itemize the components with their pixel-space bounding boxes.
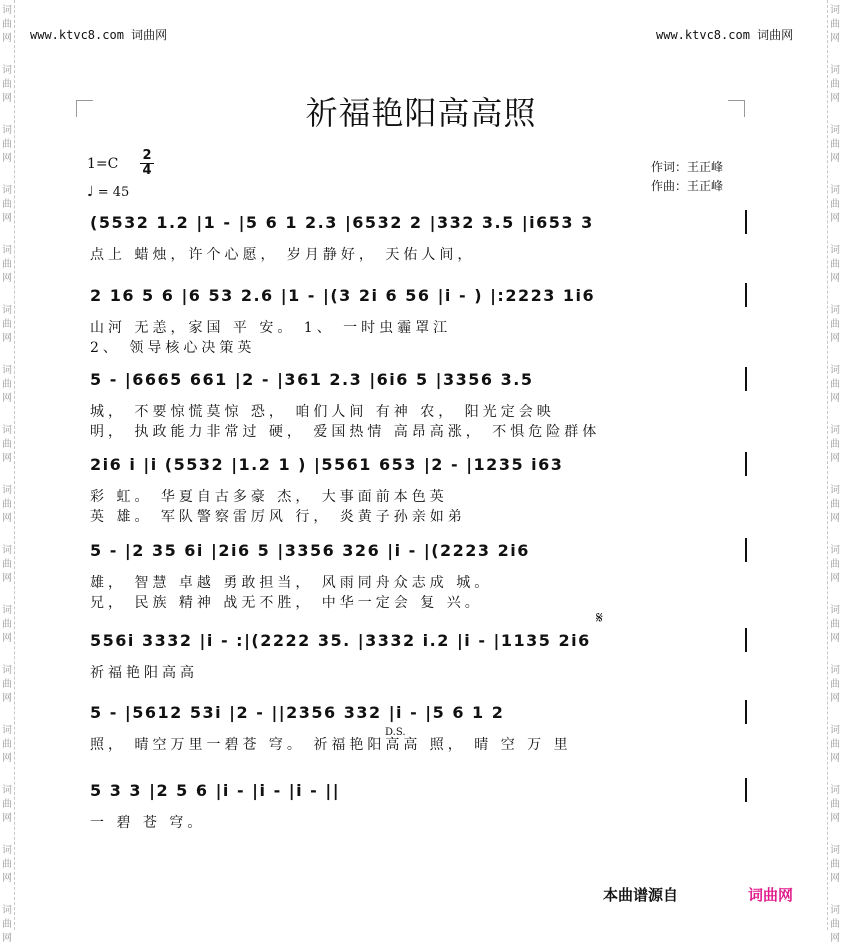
side-watermark-char: 词 — [2, 725, 12, 736]
lyric-line: 点上 蜡烛，许个心愿， 岁月静好， 天佑人间， — [90, 247, 476, 263]
side-watermark-char: 网 — [830, 873, 840, 884]
side-watermark-char: 网 — [830, 933, 840, 944]
side-watermark-char: 网 — [830, 633, 840, 644]
side-watermark-char: 曲 — [830, 199, 840, 210]
side-watermark-char: 词 — [830, 185, 840, 196]
side-watermark-char: 词 — [830, 125, 840, 136]
side-watermark-char: 曲 — [2, 19, 12, 30]
side-watermark-char: 网 — [2, 213, 12, 224]
side-watermark-char: 曲 — [2, 799, 12, 810]
side-watermark-char: 网 — [2, 933, 12, 944]
side-watermark-char: 曲 — [830, 679, 840, 690]
side-watermark-char: 曲 — [830, 919, 840, 930]
barline — [745, 452, 747, 476]
lyric-line: 彩 虹。 华夏自古多豪 杰， 大事面前本色英 — [90, 489, 448, 505]
side-watermark-char: 网 — [830, 213, 840, 224]
side-watermark-char: 网 — [2, 93, 12, 104]
side-watermark-char: 曲 — [2, 619, 12, 630]
side-watermark-char: 词 — [2, 485, 12, 496]
footer-source-label: 本曲谱源自 — [603, 886, 679, 904]
side-watermark-char: 词 — [830, 785, 840, 796]
side-watermark-char: 词 — [2, 665, 12, 676]
notation-line: 556i 3332 |i - :|(2222 35. |3332 i.2 |i - |1135 2i6 — [90, 631, 591, 650]
side-watermark-char: 曲 — [2, 199, 12, 210]
side-watermark-char: 曲 — [830, 259, 840, 270]
side-watermark-char: 词 — [830, 5, 840, 16]
side-watermark-char: 词 — [830, 665, 840, 676]
side-watermark-char: 词 — [2, 185, 12, 196]
side-watermark-char: 网 — [2, 153, 12, 164]
side-watermark-char: 词 — [830, 305, 840, 316]
side-watermark-char: 曲 — [830, 739, 840, 750]
side-watermark-char: 网 — [2, 393, 12, 404]
side-watermark-char: 网 — [2, 453, 12, 464]
side-watermark-char: 曲 — [830, 619, 840, 630]
time-signature — [140, 149, 154, 178]
tempo-value: = 45 — [97, 185, 130, 200]
side-watermark-char: 词 — [2, 845, 12, 856]
side-watermark-char: 网 — [2, 753, 12, 764]
segno-icon: 𝄋 — [596, 608, 603, 627]
time-signature-top: 2 — [142, 148, 152, 163]
side-watermark-char: 网 — [830, 453, 840, 464]
side-watermark-char: 词 — [830, 845, 840, 856]
side-watermark-char: 曲 — [830, 559, 840, 570]
lyric-line: 兄， 民族 精神 战无不胜， 中华一定会 复 兴。 — [90, 595, 483, 611]
header-url-left[interactable]: www.ktvc8.com 词曲网 — [30, 28, 168, 42]
side-watermark-char: 词 — [830, 425, 840, 436]
side-watermark-char: 词 — [2, 65, 12, 76]
side-watermark-char: 网 — [2, 693, 12, 704]
lyric-line: 一 碧 苍 穹。 — [90, 815, 206, 831]
side-watermark-char: 词 — [2, 305, 12, 316]
lyric-line: 雄， 智慧 卓越 勇敢担当， 风雨同舟众志成 城。 — [90, 575, 493, 591]
time-signature-bottom: 4 — [142, 163, 152, 178]
side-watermark-char: 网 — [830, 393, 840, 404]
notation-line: 5 - |6665 661 |2 - |361 2.3 |6i6 5 |3356 3.5 — [90, 370, 534, 389]
side-watermark-char: 网 — [2, 33, 12, 44]
notation-line: 5 3 3 |2 5 6 |i - |i - |i - || — [90, 781, 341, 800]
side-watermark-char: 词 — [2, 605, 12, 616]
side-watermark-char: 网 — [2, 873, 12, 884]
notation-line: (5532 1.2 |1 - |5 6 1 2.3 |6532 2 |332 3.5 |i653 3 — [90, 213, 594, 232]
side-watermark-char: 词 — [2, 245, 12, 256]
side-watermark-char: 曲 — [2, 439, 12, 450]
quarter-note-icon: ♩ — [87, 184, 94, 200]
side-watermark-char: 网 — [830, 333, 840, 344]
side-watermark-char: 曲 — [830, 19, 840, 30]
side-watermark-char: 曲 — [2, 559, 12, 570]
side-watermark-char: 网 — [2, 273, 12, 284]
side-watermark-char: 曲 — [830, 799, 840, 810]
side-watermark-char: 网 — [830, 693, 840, 704]
lyric-line: 城， 不要惊慌莫惊 恐， 咱们人间 有神 农， 阳光定会映 — [90, 404, 555, 420]
lyric-line: 明， 执政能力非常过 硬， 爱国热情 高昂高涨， 不惧危险群体 — [90, 424, 601, 440]
side-watermark-char: 网 — [2, 633, 12, 644]
lyricist-credit: 作词：王正峰 — [651, 160, 724, 174]
side-watermark-char: 曲 — [2, 139, 12, 150]
side-watermark-char: 词 — [2, 5, 12, 16]
side-watermark-char: 曲 — [830, 439, 840, 450]
side-watermark-char: 曲 — [2, 679, 12, 690]
side-watermark-char: 词 — [830, 905, 840, 916]
composer-credit: 作曲：王正峰 — [651, 179, 724, 193]
notation-line: 2 16 5 6 |6 53 2.6 |1 - |(3 2i 6 56 |i - ) |:2223 1i6 — [90, 286, 596, 305]
side-watermark-char: 网 — [830, 93, 840, 104]
side-watermark-char: 词 — [2, 425, 12, 436]
side-watermark-char: 词 — [830, 725, 840, 736]
side-watermark-char: 词 — [2, 545, 12, 556]
side-watermark-char: 词 — [830, 485, 840, 496]
notation-line: 2i6 i |i (5532 |1.2 1 ) |5561 653 |2 - |1235 i63 — [90, 455, 564, 474]
side-watermark-char: 曲 — [2, 919, 12, 930]
side-watermark-char: 网 — [2, 333, 12, 344]
tempo-marking — [87, 184, 129, 200]
side-watermark-char: 曲 — [2, 379, 12, 390]
side-watermark-char: 网 — [830, 33, 840, 44]
lyric-line: 祈福艳阳高高 — [90, 665, 198, 681]
side-watermark-char: 词 — [830, 545, 840, 556]
footer-source-site[interactable]: 词曲网 — [748, 886, 794, 904]
side-watermark-char: 网 — [2, 513, 12, 524]
side-watermark-char: 网 — [2, 573, 12, 584]
header-url-right[interactable]: www.ktvc8.com 词曲网 — [656, 28, 794, 42]
side-watermark-char: 曲 — [2, 859, 12, 870]
side-watermark-char: 网 — [2, 813, 12, 824]
side-watermark-char: 网 — [830, 813, 840, 824]
left-watermark-strip — [0, 0, 15, 944]
ds-mark: D.S. — [385, 727, 406, 738]
lyric-line: 英 雄。 军队警察雷厉风 行， 炎黄子孙亲如弟 — [90, 509, 466, 525]
lyric-line: 2、 领导核心决策英 — [90, 340, 256, 356]
side-watermark-char: 词 — [830, 365, 840, 376]
side-watermark-char: 曲 — [2, 499, 12, 510]
barline — [745, 778, 747, 802]
side-watermark-char: 词 — [830, 245, 840, 256]
barline — [745, 628, 747, 652]
side-watermark-char: 曲 — [830, 319, 840, 330]
side-watermark-char: 曲 — [2, 319, 12, 330]
side-watermark-char: 网 — [830, 573, 840, 584]
side-watermark-char: 曲 — [830, 859, 840, 870]
side-watermark-char: 曲 — [830, 79, 840, 90]
notation-line: 5 - |5612 53i |2 - ||2356 332 |i - |5 6 1 2 — [90, 703, 505, 722]
lyric-line: 山河 无恙，家国 平 安。 1、 一时虫霾罩江 — [90, 320, 452, 336]
side-watermark-char: 网 — [830, 153, 840, 164]
side-watermark-char: 词 — [830, 65, 840, 76]
side-watermark-char: 词 — [2, 905, 12, 916]
side-watermark-char: 词 — [830, 605, 840, 616]
right-watermark-strip — [827, 0, 842, 944]
song-title: 祈福艳阳高高照 — [305, 94, 537, 132]
barline — [745, 283, 747, 307]
barline — [745, 538, 747, 562]
notation-line: 5 - |2 35 6i |2i6 5 |3356 326 |i - |(2223 2i6 — [90, 541, 530, 560]
side-watermark-char: 网 — [830, 753, 840, 764]
side-watermark-char: 词 — [2, 125, 12, 136]
barline — [745, 367, 747, 391]
side-watermark-char: 曲 — [830, 139, 840, 150]
side-watermark-char: 曲 — [2, 259, 12, 270]
side-watermark-char: 网 — [830, 513, 840, 524]
side-watermark-char: 词 — [2, 785, 12, 796]
barline — [745, 700, 747, 724]
side-watermark-char: 词 — [2, 365, 12, 376]
lyric-line: 照， 晴空万里一碧苍 穹。 祈福艳阳高高 照， 晴 空 万 里 — [90, 737, 572, 753]
key-signature: 1=C — [87, 156, 119, 172]
side-watermark-char: 曲 — [830, 379, 840, 390]
side-watermark-char: 曲 — [830, 499, 840, 510]
side-watermark-char: 网 — [830, 273, 840, 284]
side-watermark-char: 曲 — [2, 79, 12, 90]
barline — [745, 210, 747, 234]
side-watermark-char: 曲 — [2, 739, 12, 750]
